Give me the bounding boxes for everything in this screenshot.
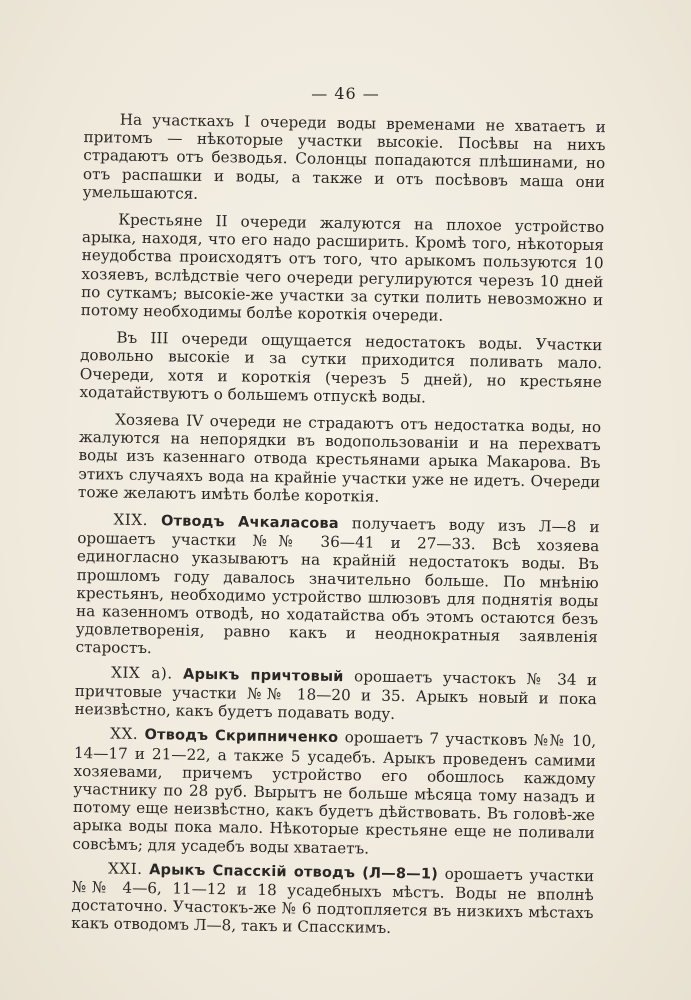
page-number: — 46 — [311,84,380,103]
section-xxi [71,859,594,941]
section-xix-a [74,663,597,727]
paragraph-1: На участкахъ I очереди воды временами не хватаетъ и притомъ — нѣкоторые участки высокіе. Посѣвы на нихъ страдаютъ отъ безводья. Солонцы попадаются плѣшинами, но отъ распашки и воды, а также и отъ посѣвовъ маша они умельшаются. [82,110,606,203]
paragraph-4: Хозяева IV очереди не страдаютъ отъ недостатка воды, но жалуются на непорядки въ водопользованіи и на перехватъ воды изъ казеннаго отвода крестьянами арыка Макарова. Въ этихъ случаяхъ вода на крайніе участки уже не идетъ. Очереди тоже желаютъ имѣть болѣе короткія. [77,410,602,506]
section-xx [72,724,596,861]
section-text: орошаетъ участокъ № 34 и причтовые участки №№ 18—20 и 35. Арыкъ новый и пока неизвѣстно, какъ будетъ подавать воду. [74,667,598,724]
section-title: Арыкъ причтовый [182,666,344,685]
section-text: орошаетъ участки №№ 4—6, 11—12 и 18 усадебныхъ мѣстъ. Воды не вполнѣ достаточно. Участокъ-же № 6 подтопляется въ низкихъ мѣстахъ какъ отводомъ Л—8, такъ и Спасскимъ. [71,864,595,938]
paragraph-3: Въ III очереди ощущается недостатокъ воды. Участки довольно высокіе и за сутки приходится поливать мало. Очереди, хотя и короткія (черезъ 5 дней), но крестьяне ходатайствуютъ о большемъ отпускѣ воды. [79,328,603,407]
section-text: получаетъ воду изъ Л—8 и орошаетъ участки №№ 36—41 и 27—33. Всѣ хозяева единогласно указываютъ на крайній недостатокъ воды. Въ прошломъ году давалось значительно больше. По мнѣнію крестьянъ, необходимо устройство шлюзовъ для поднятія воды на казенномъ отводѣ, но ходатайства объ этомъ остаются безъ удовлетворенія, равно какъ и неоднократныя заявленія старостъ. [75,514,600,658]
section-number: XX. [110,724,139,744]
paragraph-2: Крестьяне II очереди жалуются на плохое устройство арыка, находя, что его надо расширить. Кромѣ того, нѣкоторыя неудобства происходятъ отъ того, что арыкомъ пользуются 10 хозяевъ, вслѣдствіе чего очереди регулируются черезъ 10 дней по суткамъ; высокіе-же участки за сутки полить невозможно и потому необходимы болѣе короткія очереди. [80,210,605,325]
section-xix [75,510,599,665]
page-body [71,110,606,947]
section-number: XIX. [113,510,149,530]
section-title: Отводъ Скрипниченко [144,727,339,747]
section-text: орошаетъ 7 участковъ №№ 10, 14—17 и 21—22, а также 5 усадебъ. Арыкъ проведенъ самими хозяевами, причемъ устройство его обошлось каждому участнику по 28 руб. Вырытъ не больше мѣсяца тому назадъ и потому еще неизвѣстно, какъ будетъ дѣйствовать. Въ головѣ-же арыка воды пока мало. Нѣкоторые крестьяне еще не поливали совсѣмъ; для усадебъ воды хватаетъ. [72,728,597,858]
section-number: XIX а). [111,663,173,683]
section-number: XXI. [107,859,143,878]
section-title: Отводъ Ачкаласова [160,513,339,533]
section-title: Арыкъ Спасскій отводъ (Л—8—1) [149,861,439,883]
